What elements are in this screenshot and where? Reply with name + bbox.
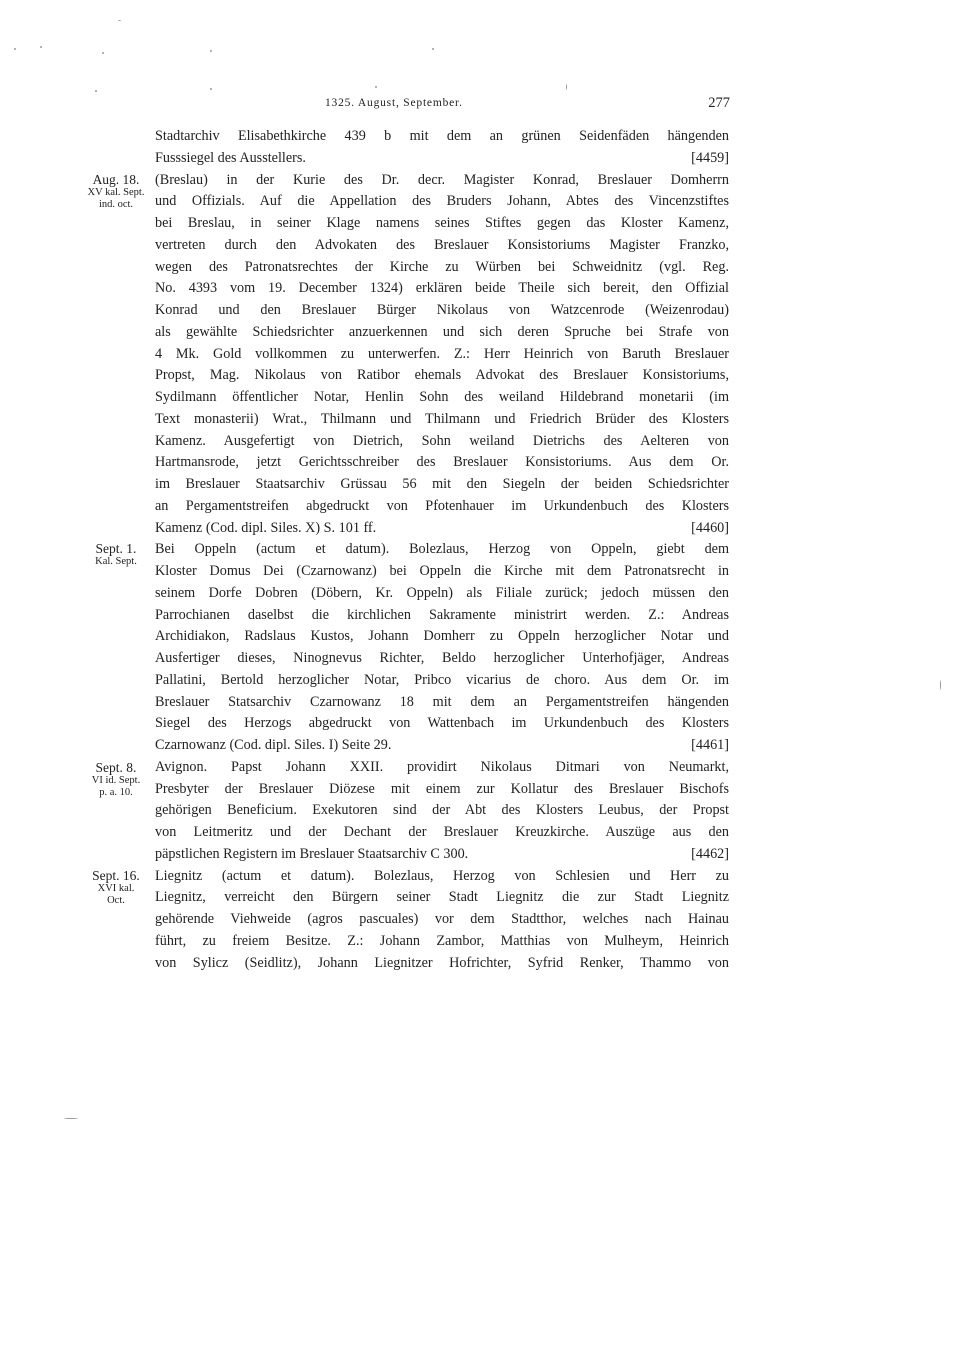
- margin-date: Sept. 1.: [95, 541, 137, 556]
- text-line: gehörende Viehweide (agros pascuales) vor dem Stadtthor, welches nach Hainau: [155, 911, 729, 927]
- text-line: im Breslauer Staatsarchiv Grüssau 56 mit den Siegeln der beiden Schiedsrichter: [155, 476, 729, 492]
- scan-speck: [64, 1118, 78, 1119]
- text-line: von Leitmeritz und der Dechant der Breslauer Kreuzkirche. Auszüge aus den: [155, 824, 729, 840]
- margin-calendar: VI id. Sept.: [91, 775, 141, 786]
- text-line: führt, zu freiem Besitze. Z.: Johann Zambor, Matthias von Mulheym, Heinrich: [155, 932, 729, 949]
- record-number: [4460]: [691, 519, 729, 536]
- text-line: gehörigen Beneficium. Exekutoren sind der Abt des Klosters Leubus, der Propst: [155, 802, 729, 819]
- text-line: bei Breslau, in seiner Klage namens seines Stiftes gegen das Kloster Kamenz,: [155, 215, 729, 231]
- record-number: [4461]: [691, 737, 729, 753]
- margin-note-4463: [78, 868, 154, 907]
- scan-speck: [210, 88, 212, 90]
- margin-indiction: ind. oct.: [98, 199, 134, 210]
- text-line: Liegnitz (actum et datum). Bolezlaus, Herzog von Schlesien und Herr zu: [155, 867, 729, 884]
- text-line: von Sylicz (Seidlitz), Johann Liegnitzer Hofrichter, Syfrid Renker, Thammo von: [155, 954, 729, 971]
- margin-note-4461: [78, 541, 154, 568]
- scan-speck: [375, 86, 377, 88]
- scan-speck: [14, 48, 16, 50]
- text-line: [155, 844, 729, 866]
- text-line: Text monasterii) Wrat., Thilmann und Thilmann und Friedrich Brüder des Klosters: [155, 410, 729, 427]
- text-line: Konrad und den Breslauer Bürger Nikolaus von Watzcenrode (Weizenrodau): [155, 302, 729, 318]
- text-line: Kamenz. Ausgefertigt von Dietrich, Sohn weiland Dietrichs des Aelteren von: [155, 432, 729, 449]
- text-line: seinem Dorfe Dobren (Döbern, Kr. Oppeln) als Filiale zurück; jedoch müssen den: [155, 584, 729, 601]
- margin-date: Sept. 16.: [92, 868, 140, 883]
- record-number: [4462]: [691, 845, 729, 862]
- text-line: Liegnitz, verreicht den Bürgern seiner Stadt Liegnitz die zur Stadt Liegnitz: [155, 889, 729, 906]
- text-line: Propst, Mag. Nikolaus von Ratibor ehemals Advokat des Breslauer Konsistoriums,: [155, 367, 729, 384]
- text-line: vertreten durch den Advokaten des Breslauer Konsistoriums Magister Franzko,: [155, 236, 729, 253]
- running-title: 1325. August, September.: [325, 97, 463, 109]
- scan-speck: [40, 46, 42, 48]
- margin-calendar: Kal. Sept.: [95, 556, 137, 567]
- scan-speck: [940, 680, 941, 690]
- scan-speck: [118, 20, 121, 21]
- page-number: 277: [708, 95, 730, 111]
- margin-date: Sept. 8.: [95, 760, 137, 775]
- text-line: Hartmansrode, jetzt Gerichtsschreiber des Breslauer Konsistoriums. Aus dem Or.: [155, 454, 729, 471]
- text-line-content: päpstlichen Registern im Breslauer Staatsarchiv C 300.: [155, 845, 469, 862]
- text-line: (Breslau) in der Kurie des Dr. decr. Magister Konrad, Breslauer Domherrn: [155, 171, 729, 188]
- margin-date: Aug. 18.: [92, 172, 140, 187]
- text-line: Bei Oppeln (actum et datum). Bolezlaus, Herzog von Oppeln, giebt dem: [155, 541, 729, 558]
- text-line: Parrochianen daselbst die kirchlichen Sakramente ministrirt werden. Z.: Andreas: [155, 606, 729, 623]
- text-line-content: Kamenz (Cod. dipl. Siles. X) S. 101 ff.: [155, 519, 377, 536]
- text-line: Kloster Domus Dei (Czarnowanz) bei Oppeln die Kirche mit dem Patronatsrecht in: [155, 563, 729, 579]
- text-line: an Pergamentstreifen abgedruckt von Pfotenhauer im Urkundenbuch des Klosters: [155, 497, 729, 514]
- margin-note-4462: [78, 760, 154, 799]
- margin-pontifical-year: p. a. 10.: [99, 787, 133, 798]
- text-line: Avignon. Papst Johann XXII. providirt Nikolaus Ditmari von Neumarkt,: [155, 758, 729, 775]
- scan-speck: [95, 90, 97, 92]
- scan-speck: [102, 52, 104, 54]
- text-line: Siegel des Herzogs abgedruckt von Wattenbach im Urkundenbuch des Klosters: [155, 715, 729, 732]
- text-line: Stadtarchiv Elisabethkirche 439 b mit dem an grünen Seidenfäden hängenden: [155, 128, 729, 144]
- text-line: als gewählte Schiedsrichter anzuerkennen und sich deren Spruche bei Strafe von: [155, 323, 729, 340]
- text-line-content: Czarnowanz (Cod. dipl. Siles. I) Seite 29.: [155, 737, 392, 753]
- text-line: [155, 735, 729, 757]
- margin-calendar: XVI kal.: [97, 883, 135, 894]
- scan-speck: [210, 50, 212, 52]
- text-line: 4 Mk. Gold vollkommen zu unterwerfen. Z.: Herr Heinrich von Baruth Breslauer: [155, 345, 729, 362]
- text-line: wegen des Patronatsrechtes der Kirche zu Würben bei Schweidnitz (vgl. Reg.: [155, 258, 729, 275]
- scan-speck: [566, 84, 567, 90]
- text-line: Sydilmann öffentlicher Notar, Henlin Sohn des weiland Hildebrand monetarii (im: [155, 389, 729, 405]
- text-line: Archidiakon, Radslaus Kustos, Johann Domherr zu Oppeln herzoglicher Notar und: [155, 628, 729, 645]
- text-line: Ausfertiger dieses, Ninognevus Richter, Beldo herzoglicher Unterhofjäger, Andreas: [155, 650, 729, 666]
- scan-speck: [432, 48, 434, 50]
- text-line: Presbyter der Breslauer Diözese mit einem zur Kollatur des Breslauer Bischofs: [155, 780, 729, 797]
- margin-note-4460: [78, 172, 154, 211]
- text-line-content: Fusssiegel des Ausstellers.: [155, 149, 306, 166]
- text-line: [155, 148, 729, 170]
- margin-calendar: XV kal. Sept.: [87, 187, 145, 198]
- document-body: [155, 126, 729, 974]
- text-line: und Offizials. Auf die Appellation des Bruders Johann, Abtes des Vincenzstiftes: [155, 193, 729, 210]
- page-header: [155, 95, 730, 115]
- record-number: [4459]: [691, 149, 729, 166]
- margin-month: Oct.: [107, 895, 125, 906]
- text-line: Breslauer Statsarchiv Czarnowanz 18 mit dem an Pergamentstreifen hängenden: [155, 693, 729, 710]
- text-line: No. 4393 vom 19. December 1324) erklären beide Theile sich bereit, den Offizial: [155, 280, 729, 297]
- text-line: [155, 518, 729, 540]
- text-line: Pallatini, Bertold herzoglicher Notar, Pribco vicarius de choro. Aus dem Or. im: [155, 671, 729, 688]
